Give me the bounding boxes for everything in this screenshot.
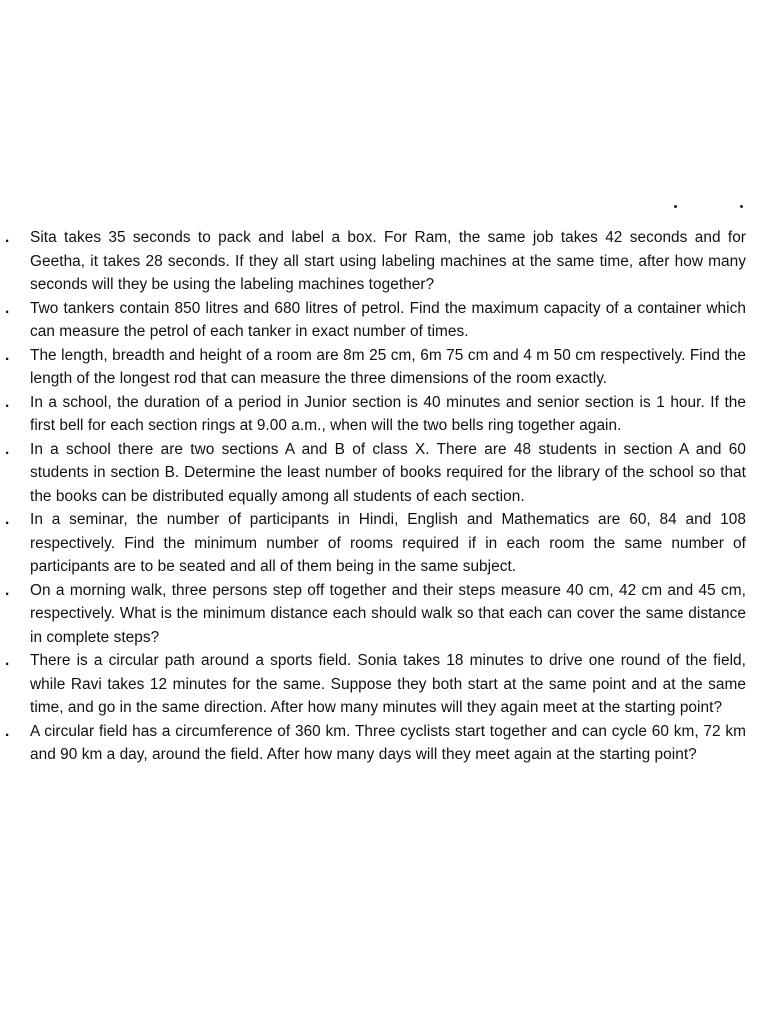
question-bullet: . [5, 652, 10, 669]
question-list [0, 226, 768, 767]
scan-marks [672, 205, 752, 215]
question-text: A circular field has a circumference of 360 km. Three cyclists start together and can cycle 60 km, 72 km and 90 km a day, around the field. After how many days will they meet again at the starting point? [30, 722, 746, 763]
question-bullet: . [5, 346, 10, 364]
question-text: There is a circular path around a sports field. Sonia takes 18 minutes to drive one round of the field, while Ravi takes 12 minutes for the same. Suppose they both start at the same point and at the same time, and go in the same direction. After how many minutes will they again meet at the starting point? [30, 652, 746, 716]
question-bullet: . [5, 299, 10, 317]
question-text: Sita takes 35 seconds to pack and label a box. For Ram, the same job takes 42 seconds and for Geetha, it takes 28 seconds. If they all start using labeling machines at the same time, after how many seconds will they be using the labeling machines together? [30, 229, 746, 293]
question-item [0, 344, 768, 391]
scan-mark [740, 205, 743, 208]
question-item [0, 720, 768, 767]
question-bullet: . [5, 229, 10, 246]
question-text: The length, breadth and height of a room are 8m 25 cm, 6m 75 cm and 4 m 50 cm respectively. Find the length of the longest rod that can measure the three dimensions of the room exactly. [30, 346, 746, 387]
question-item [0, 226, 768, 297]
question-item [0, 579, 768, 650]
question-text: On a morning walk, three persons step off together and their steps measure 40 cm, 42 cm and 45 cm, respectively. What is the minimum distance each should walk so that each can cover the same distance in complete steps? [30, 581, 746, 646]
question-bullet: . [5, 393, 10, 411]
question-item [0, 391, 768, 438]
question-text: In a school, the duration of a period in Junior section is 40 minutes and senior section is 1 hour. If the first bell for each section rings at 9.00 a.m., when will the two bells ring together again. [30, 393, 746, 434]
scan-mark [674, 205, 677, 208]
question-item [0, 438, 768, 509]
question-item [0, 649, 768, 720]
question-bullet: . [5, 440, 10, 458]
question-text: Two tankers contain 850 litres and 680 litres of petrol. Find the maximum capacity of a container which can measure the petrol of each tanker in exact number of times. [30, 299, 746, 340]
questions-region [0, 226, 768, 812]
question-item [0, 297, 768, 344]
question-bullet: . [5, 511, 10, 528]
question-text: In a school there are two sections A and B of class X. There are 48 students in section A and 60 students in section B. Determine the least number of books required for the library of the school so that the books can be distributed equally among all students of each section. [30, 440, 746, 505]
question-text: In a seminar, the number of participants in Hindi, English and Mathematics are 60, 84 and 108 respectively. Find the minimum number of rooms required if in each room the same number of participants are to be seated and all of them being in the same subject. [30, 511, 746, 575]
question-bullet: . [5, 581, 10, 599]
question-item [0, 508, 768, 579]
question-bullet: . [5, 722, 10, 740]
